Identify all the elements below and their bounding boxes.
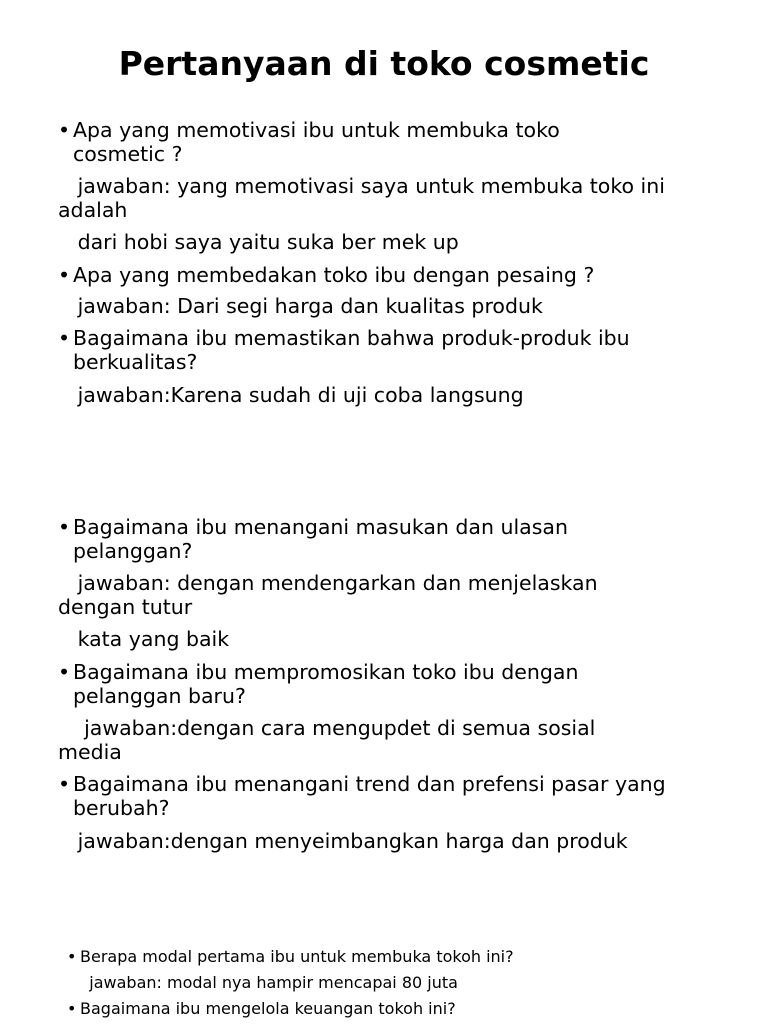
answer-text: jawaban: modal nya hampir mencapai 80 juta [74,973,458,992]
answer [58,627,708,651]
qa-item [67,999,717,1019]
qa-item [67,947,717,967]
question-text: Bagaimana ibu menangani trend dan prefensi pasar yang berubah? [73,772,666,820]
question [58,326,703,374]
answer [58,829,708,853]
answer-text: jawaban:dengan cara mengupdet di semua sosial media [58,716,602,764]
answer-text: jawaban: yang memotivasi saya untuk membuka toko ini adalah [58,174,672,222]
bullet: • [58,326,71,350]
question [58,772,688,820]
question-text: Bagaimana ibu mengelola keuangan tokoh ini? [80,999,456,1018]
qa-item [58,660,708,708]
answer-text: jawaban:dengan menyeimbangkan harga dan produk [58,829,628,853]
answer-text: dari hobi saya yaitu suka ber mek up [58,230,459,254]
qa-item [58,515,708,563]
question-text: Bagaimana ibu memastikan bahwa produk-produk ibu berkualitas? [73,326,630,374]
question [67,947,717,967]
question-text: Bagaimana ibu menangani masukan dan ulasan pelanggan? [73,515,568,563]
question [58,263,708,287]
bullet: • [58,515,71,539]
bullet: • [58,660,71,684]
qa-item [58,326,708,374]
bullet: • [58,263,71,287]
question [58,515,643,563]
question [67,999,717,1019]
question-text: Bagaimana ibu mempromosikan toko ibu dengan pelanggan baru? [73,660,579,708]
question-text: Apa yang memotivasi ibu untuk membuka toko cosmetic ? [73,118,560,166]
answer [58,230,708,254]
bullet: • [67,947,77,966]
question [58,660,653,708]
qa-item [58,118,708,166]
qa-item [58,772,708,820]
qa-item [58,263,708,287]
answer [58,294,708,318]
answer [58,174,698,222]
answer [58,571,668,619]
answer-text: kata yang baik [58,627,230,651]
question [58,118,633,166]
answer-text: jawaban: dengan mendengarkan dan menjelaskan dengan tutur [58,571,605,619]
bullet: • [67,999,77,1018]
bullet: • [58,772,71,796]
answer [58,716,658,764]
bullet: • [58,118,71,142]
answer-text: jawaban:Karena sudah di uji coba langsung [58,383,524,407]
answer [58,383,708,407]
answer-text: jawaban: Dari segi harga dan kualitas produk [58,294,543,318]
question-text: Apa yang membedakan toko ibu dengan pesaing ? [73,263,595,287]
answer [74,973,724,993]
question-text: Berapa modal pertama ibu untuk membuka tokoh ini? [80,947,514,966]
page-title: Pertanyaan di toko cosmetic [118,44,650,83]
